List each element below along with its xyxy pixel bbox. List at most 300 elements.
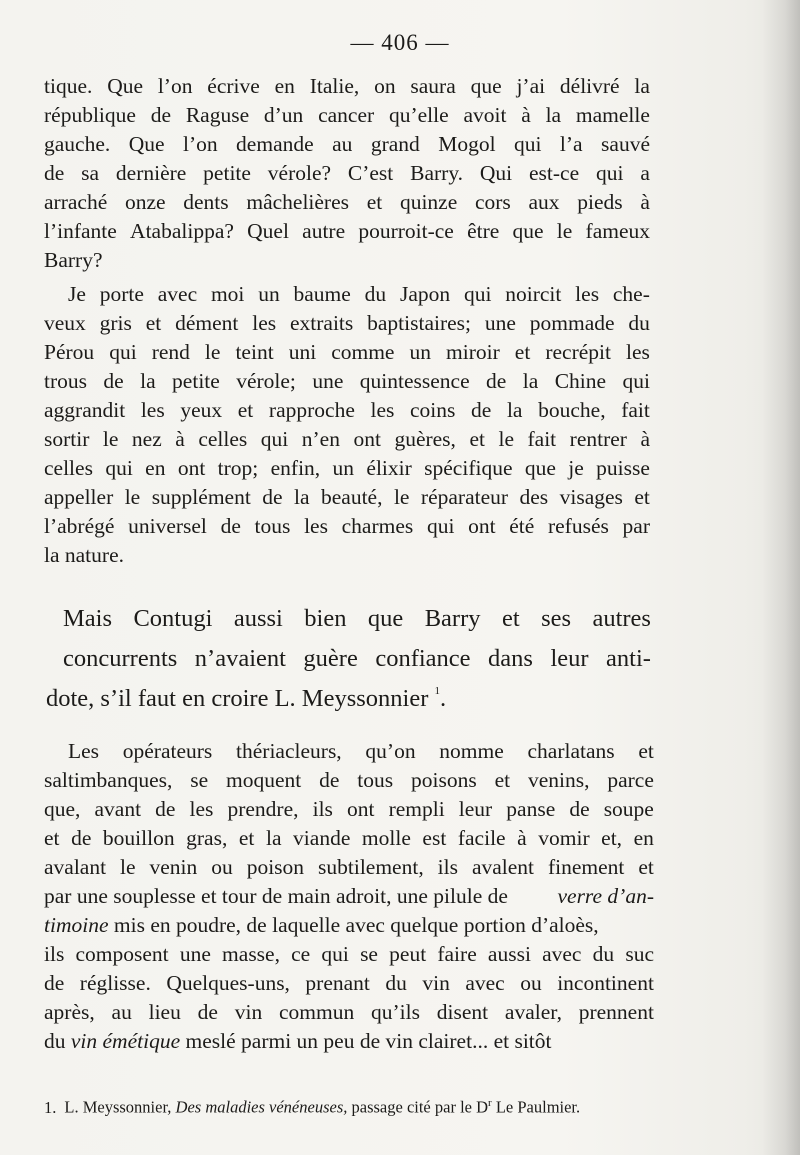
word: qui <box>321 942 349 966</box>
word: de <box>44 161 65 185</box>
word: qui <box>595 161 624 185</box>
word: le <box>204 340 221 364</box>
word: les <box>304 514 328 538</box>
word: prendre, <box>227 797 299 821</box>
word: à <box>521 103 531 127</box>
word: Quelques-uns, <box>166 971 290 995</box>
word: Quel <box>247 219 289 243</box>
word: la <box>265 826 282 850</box>
quote2-line-mixed <box>44 1029 654 1054</box>
word: se <box>190 768 209 792</box>
word: Je <box>68 282 86 306</box>
footnote-text: Le Paulmier. <box>491 1097 581 1117</box>
word: saltimbanques, <box>44 768 173 792</box>
word: écrive <box>207 74 260 98</box>
word: arraché <box>44 190 108 214</box>
word: vérole; <box>236 369 296 393</box>
word: pommade <box>529 311 615 335</box>
word: Mogol <box>438 132 496 156</box>
quote1-line <box>44 161 650 186</box>
word: je <box>568 456 584 480</box>
word: l’on <box>182 132 218 156</box>
word: ses <box>541 605 572 632</box>
quote1-line <box>44 427 650 452</box>
word: qui <box>622 369 650 393</box>
word: porte <box>99 282 144 306</box>
word: n’avaient <box>194 645 286 672</box>
word: la <box>506 398 523 422</box>
word: suc <box>625 942 654 966</box>
word: le <box>556 219 573 243</box>
word: les <box>140 398 165 422</box>
word: fait <box>527 427 557 451</box>
word: gris <box>99 311 132 335</box>
word: aux <box>528 190 560 214</box>
word: le <box>498 427 514 451</box>
word: miroir <box>446 340 500 364</box>
word: vomir <box>538 826 590 850</box>
word: à <box>640 190 650 214</box>
word: Barry. <box>410 161 464 185</box>
word: nomme <box>439 739 504 763</box>
footnote-marker: 1 <box>434 685 440 697</box>
page-number: — 406 — <box>350 30 450 55</box>
body-final-punct: . <box>439 685 447 712</box>
word: saura <box>410 74 456 98</box>
word: refusés <box>547 514 609 538</box>
word: C’est <box>347 161 394 185</box>
word: avec <box>157 282 198 306</box>
quote1-line <box>44 456 650 481</box>
word: les <box>626 340 650 364</box>
word: du <box>364 282 387 306</box>
word: bouillon <box>102 826 175 850</box>
quote1-line <box>44 190 650 215</box>
word: la <box>294 485 310 509</box>
word: que, <box>44 797 81 821</box>
quote1-line <box>44 340 650 365</box>
quote2-line <box>44 971 654 996</box>
word: et <box>638 739 654 763</box>
word: teint <box>235 340 274 364</box>
footnote-text: L. Meyssonnier, <box>64 1097 172 1117</box>
word: avoit <box>463 103 507 127</box>
word: anti- <box>606 645 651 672</box>
word: autre <box>302 219 346 243</box>
word: élixir <box>366 456 412 480</box>
page-edge-shadow <box>762 0 800 1155</box>
word: peut <box>389 942 427 966</box>
quote2-line <box>44 797 654 822</box>
word: et <box>494 768 511 792</box>
word: on <box>374 74 396 98</box>
quote1-line <box>44 514 650 539</box>
word: j’ai <box>516 74 546 98</box>
word: du <box>385 971 407 995</box>
quote2-line <box>68 739 654 764</box>
word: aggrandit <box>44 398 126 422</box>
word: tique. <box>44 74 93 98</box>
word: grand <box>370 132 420 156</box>
word: beauté, <box>321 485 383 509</box>
word: à <box>175 427 185 451</box>
word: lieu <box>148 1000 181 1024</box>
word: et <box>514 340 531 364</box>
word: ce <box>291 942 311 966</box>
word: un <box>332 456 355 480</box>
word: dément <box>175 311 239 335</box>
quote1-line: Barry? <box>44 248 103 272</box>
word: les <box>252 311 277 335</box>
word: faire <box>437 942 477 966</box>
word: et <box>638 855 654 879</box>
word: sortir <box>44 427 90 451</box>
word: délivré <box>559 74 620 98</box>
word: l’on <box>157 74 193 98</box>
word: en <box>633 826 654 850</box>
word: qu’on <box>365 739 416 763</box>
word: visages <box>559 485 623 509</box>
word: appeller <box>44 485 114 509</box>
word: Raguse <box>185 103 250 127</box>
word: un <box>258 282 280 306</box>
word: et <box>44 826 60 850</box>
word: confiance <box>375 645 471 672</box>
word: quintessence <box>359 369 470 393</box>
word: en <box>274 74 295 98</box>
word: une <box>484 311 516 335</box>
word: la <box>140 369 156 393</box>
word: n’en <box>301 427 340 451</box>
word: qui <box>426 514 455 538</box>
word: de <box>103 369 124 393</box>
word: puisse <box>596 456 650 480</box>
word: l’infante <box>44 219 117 243</box>
word: prennent <box>578 1000 654 1024</box>
word: avalent <box>471 855 535 879</box>
footnote-text: passage cité par le D <box>351 1097 489 1117</box>
word: tous <box>254 514 291 538</box>
word: la <box>545 103 562 127</box>
word: fameux <box>585 219 650 243</box>
quote2-text: mis en poudre, de laquelle avec quelque portion d’aloès, <box>113 913 599 937</box>
word: les <box>370 398 395 422</box>
quote1-line <box>44 311 650 336</box>
word: les <box>575 282 600 306</box>
word: qu’ils <box>371 1000 420 1024</box>
word: recrépit <box>545 340 611 364</box>
word: rentrer <box>569 427 627 451</box>
word: ils <box>437 855 458 879</box>
quote2-text: meslé parmi un peu de vin clairet... et sitôt <box>185 1029 552 1053</box>
word: finement <box>547 855 625 879</box>
word: de <box>319 768 340 792</box>
word: qui <box>260 427 289 451</box>
word: de <box>220 514 241 538</box>
word: masse, <box>222 942 280 966</box>
word: une <box>312 369 344 393</box>
word: les <box>189 797 214 821</box>
word: en <box>145 456 166 480</box>
word: avaler, <box>504 1000 562 1024</box>
word: ils <box>312 797 333 821</box>
word: est <box>422 826 447 850</box>
word: molle <box>361 826 411 850</box>
word: charmes <box>341 514 414 538</box>
word: et <box>145 311 162 335</box>
word: rapproche <box>268 398 355 422</box>
word: vin <box>234 1000 263 1024</box>
word: petite <box>172 369 220 393</box>
word: baptistaires; <box>367 311 472 335</box>
word: soupe <box>603 797 654 821</box>
word: leur <box>550 645 589 672</box>
word: spécifique <box>424 456 513 480</box>
word: ou <box>520 971 542 995</box>
word: sa <box>81 161 100 185</box>
word: une <box>179 942 211 966</box>
quote2-text: du <box>44 1029 66 1053</box>
word: yeux <box>180 398 223 422</box>
word: et <box>501 605 520 632</box>
word: la <box>522 369 539 393</box>
word: que <box>512 219 544 243</box>
quote2-line <box>44 826 654 851</box>
quote1-line <box>44 398 650 423</box>
body-line <box>63 645 651 673</box>
word: ont <box>347 797 375 821</box>
word: che- <box>612 282 650 306</box>
footnote-sup: r <box>488 1097 492 1109</box>
word: ou <box>211 855 233 879</box>
word: de <box>44 971 65 995</box>
word: prenant <box>305 971 370 995</box>
word: Japon <box>399 282 451 306</box>
word: Italie, <box>309 74 360 98</box>
word: gras, <box>186 826 228 850</box>
quote2-line <box>44 942 654 967</box>
word: l’a <box>559 132 583 156</box>
quote1-line <box>44 369 650 394</box>
quote2-text: par une souplesse et tour de main adroit, une pilule de <box>44 884 508 908</box>
quote1-line <box>68 282 650 307</box>
quote2-line <box>44 1000 654 1025</box>
word: a <box>640 161 650 185</box>
word: guères, <box>394 427 456 451</box>
quote1-line <box>44 219 650 244</box>
word: autres <box>592 605 651 632</box>
word: et <box>366 190 383 214</box>
footnote <box>44 1092 664 1119</box>
quote1-line <box>44 485 650 510</box>
quote1-line <box>44 132 650 157</box>
word: pourroit-ce <box>358 219 454 243</box>
quote1-line: la nature. <box>44 543 124 567</box>
word: Atabalippa? <box>130 219 234 243</box>
body-line-text: dote, s’il faut en croire L. Meyssonnier <box>46 685 429 712</box>
word: de <box>71 826 92 850</box>
word: enfin, <box>270 456 321 480</box>
word: concurrents <box>63 645 178 672</box>
word: avant <box>94 797 142 821</box>
word: Chine <box>554 369 607 393</box>
word: Mais <box>63 605 112 632</box>
word: fait <box>621 398 650 422</box>
word: le <box>102 427 119 451</box>
word: à <box>517 826 527 850</box>
word: réglisse. <box>79 971 151 995</box>
word: subtilement, <box>318 855 424 879</box>
quote2-italic: vin émétique <box>70 1029 181 1053</box>
word: coins <box>410 398 456 422</box>
footnote-title: Des maladies vénéneuses, <box>175 1097 348 1117</box>
word: Que <box>107 74 144 98</box>
word: tous <box>357 768 394 792</box>
word: universel <box>128 514 207 538</box>
body-line-last <box>46 685 634 713</box>
word: de <box>150 103 172 127</box>
word: république <box>44 103 136 127</box>
word: vin <box>422 971 450 995</box>
word: de <box>569 797 590 821</box>
quote2-line <box>44 855 654 880</box>
word: comme <box>331 340 395 364</box>
word: venin <box>149 855 198 879</box>
word: disent <box>436 1000 489 1024</box>
word: de <box>262 485 283 509</box>
word: nez <box>131 427 162 451</box>
word: dernière <box>115 161 187 185</box>
word: venins, <box>527 768 590 792</box>
word: trous <box>44 369 87 393</box>
word: été <box>509 514 535 538</box>
word: extraits <box>289 311 354 335</box>
word: Pérou <box>44 340 95 364</box>
word: la <box>634 74 650 98</box>
word: est-ce <box>529 161 580 185</box>
word: aussi <box>487 942 531 966</box>
quote2-italic: timoine <box>44 913 109 937</box>
word: gauche. <box>44 132 111 156</box>
word: l’abrégé <box>44 514 115 538</box>
quote2-line-mixed <box>44 913 654 938</box>
word: de <box>486 369 507 393</box>
word: rempli <box>388 797 445 821</box>
word: Contugi <box>133 605 213 632</box>
word: moquent <box>226 768 302 792</box>
word: un <box>409 340 431 364</box>
word: supplément <box>151 485 251 509</box>
word: après, <box>44 1000 95 1024</box>
word: et <box>634 485 650 509</box>
word: Que <box>128 132 165 156</box>
word: ont <box>177 456 206 480</box>
word: qui <box>109 340 137 364</box>
word: uni <box>288 340 317 364</box>
word: et <box>469 427 485 451</box>
word: bien <box>304 605 347 632</box>
word: dans <box>488 645 533 672</box>
word: baume <box>293 282 351 306</box>
word: le <box>124 485 141 509</box>
word: rend <box>151 340 190 364</box>
word: que <box>470 74 502 98</box>
word: incontinent <box>557 971 654 995</box>
word: des <box>519 485 549 509</box>
word: dents <box>183 190 229 214</box>
word: qui <box>514 132 542 156</box>
word: le <box>120 855 136 879</box>
word: noircit <box>505 282 562 306</box>
footnote-number: 1. <box>44 1097 57 1117</box>
word: moi <box>210 282 245 306</box>
word: cancer <box>318 103 375 127</box>
word: de <box>155 797 176 821</box>
word: facile <box>457 826 506 850</box>
word: parce <box>607 768 654 792</box>
word: qui <box>463 282 492 306</box>
word: cors <box>474 190 511 214</box>
quote2-line-mixed <box>44 884 654 909</box>
word: sauvé <box>601 132 650 156</box>
word: de <box>471 398 492 422</box>
word: qui <box>105 456 133 480</box>
word: et <box>237 398 254 422</box>
word: et <box>238 826 255 850</box>
word: panse <box>506 797 556 821</box>
word: poisons <box>411 768 477 792</box>
word: avec <box>542 942 582 966</box>
word: demande <box>236 132 314 156</box>
quote1-line <box>44 74 650 99</box>
word: celles <box>198 427 248 451</box>
word: de <box>197 1000 218 1024</box>
word: qu’elle <box>388 103 449 127</box>
word: bouche, <box>538 398 606 422</box>
word: composent <box>75 942 169 966</box>
word: à <box>640 427 650 451</box>
quote2-italic: verre d’an- <box>557 884 654 908</box>
quote1-line <box>44 103 650 128</box>
word: par <box>622 514 650 538</box>
word: poison <box>246 855 305 879</box>
word: au <box>111 1000 132 1024</box>
word: quinze <box>399 190 458 214</box>
word: celles <box>44 456 93 480</box>
word: thériacleurs, <box>236 739 342 763</box>
word: du <box>628 311 650 335</box>
word: d’un <box>263 103 304 127</box>
word: veux <box>44 311 86 335</box>
word: charlatans <box>527 739 615 763</box>
word: aussi <box>233 605 283 632</box>
word: Les <box>68 739 100 763</box>
word: le <box>393 485 410 509</box>
word: trop; <box>217 456 259 480</box>
word: avec <box>465 971 505 995</box>
word: Barry <box>424 605 481 632</box>
word: avalant <box>44 855 107 879</box>
word: ont <box>353 427 381 451</box>
word: pieds <box>577 190 623 214</box>
word: opérateurs <box>122 739 213 763</box>
word: vérole? <box>267 161 332 185</box>
word: que <box>524 456 556 480</box>
quote2-line <box>44 768 654 793</box>
body-line <box>63 605 651 633</box>
word: ils <box>44 942 65 966</box>
word: viande <box>293 826 351 850</box>
